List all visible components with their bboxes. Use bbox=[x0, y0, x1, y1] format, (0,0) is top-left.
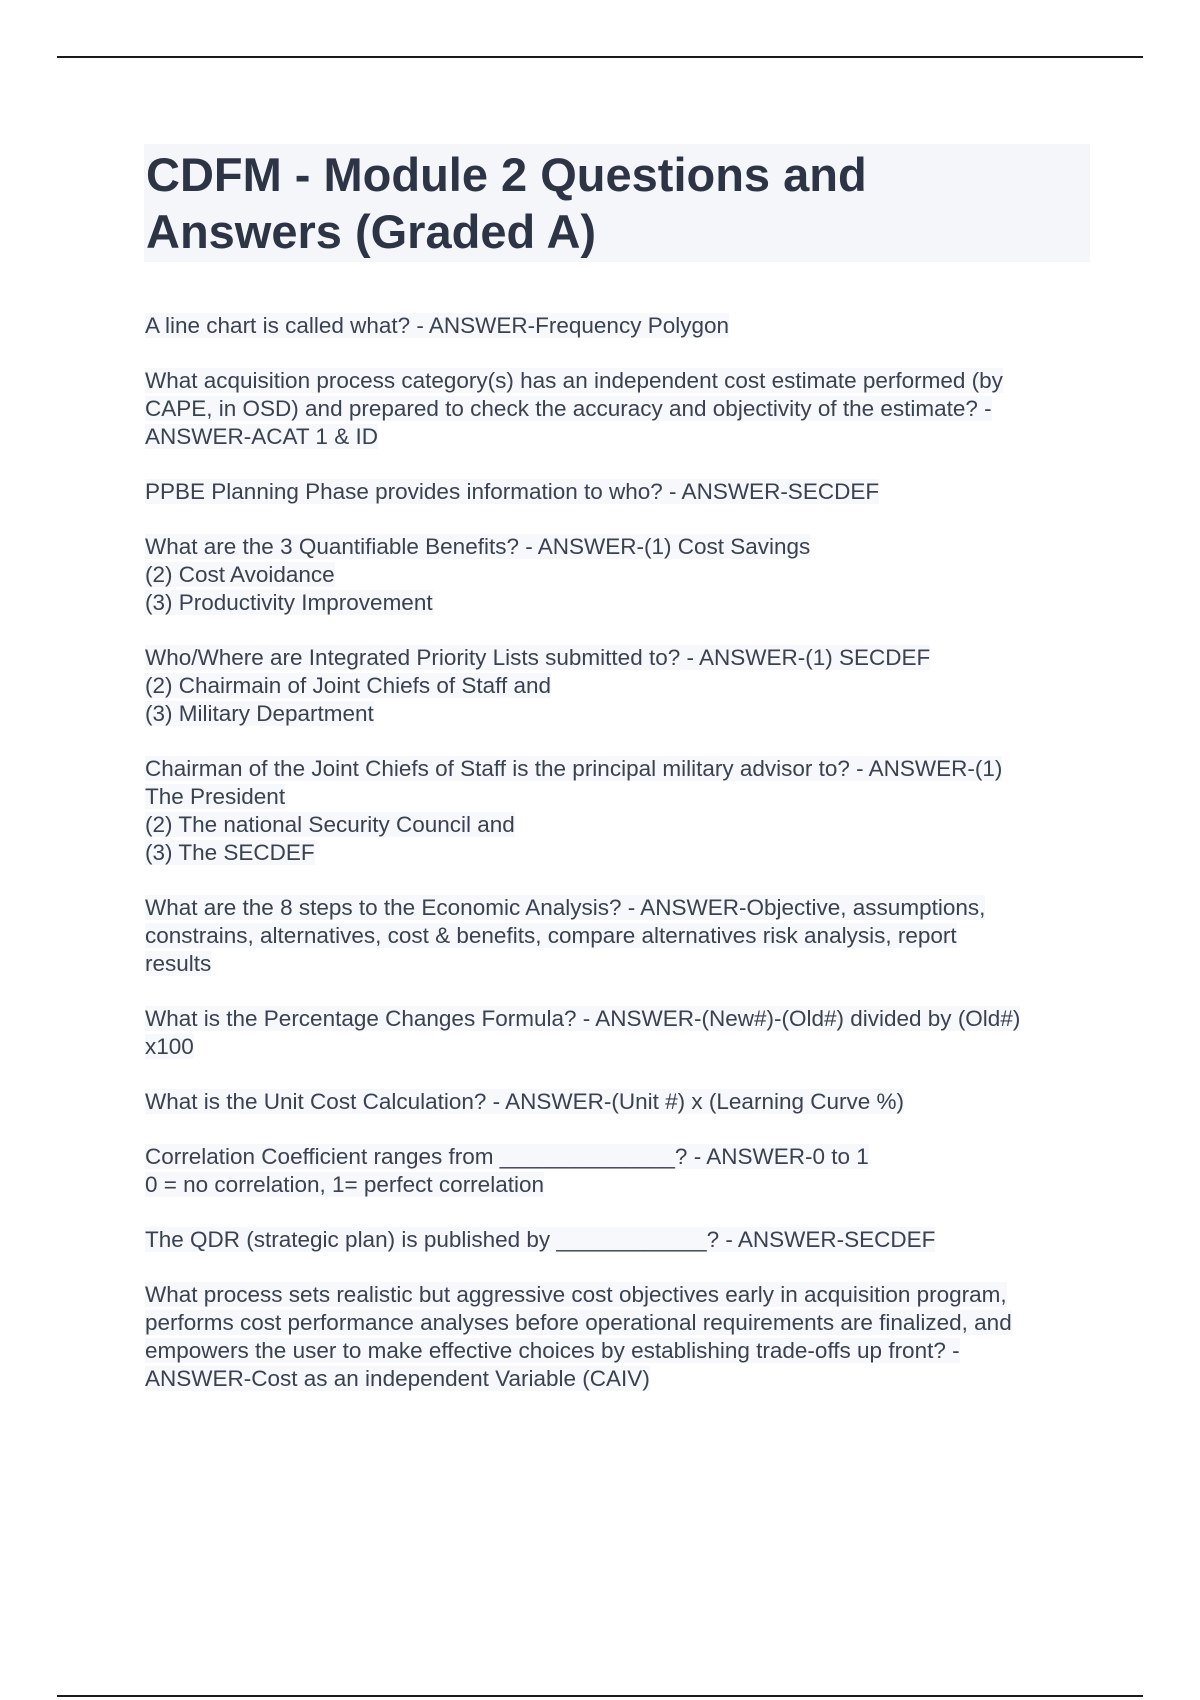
qa-text: x100 bbox=[145, 1034, 194, 1059]
qa-text: What are the 3 Quantifiable Benefits? - ANSWER-(1) Cost Savings bbox=[145, 534, 811, 559]
qa-line bbox=[145, 1337, 1095, 1365]
qa-text: (3) Military Department bbox=[145, 701, 374, 726]
qa-text: Correlation Coefficient ranges from ______________? - ANSWER-0 to 1 bbox=[145, 1144, 869, 1169]
qa-text: What is the Percentage Changes Formula? - ANSWER-(New#)-(Old#) divided by (Old#) bbox=[145, 1006, 1021, 1031]
qa-line bbox=[145, 1171, 1095, 1199]
qa-line bbox=[145, 783, 1095, 811]
qa-text: performs cost performance analyses before operational requirements are finalized, and bbox=[145, 1310, 1012, 1335]
qa-item bbox=[145, 533, 1095, 617]
qa-text: 0 = no correlation, 1= perfect correlation bbox=[145, 1172, 544, 1197]
qa-item bbox=[145, 1088, 1095, 1116]
qa-line bbox=[145, 811, 1095, 839]
qa-text: Chairman of the Joint Chiefs of Staff is the principal military advisor to? - ANSWER-(1) bbox=[145, 756, 1003, 781]
qa-line bbox=[145, 1281, 1095, 1309]
qa-item bbox=[145, 1226, 1095, 1254]
title-line: CDFM - Module 2 Questions and bbox=[146, 148, 867, 201]
qa-text: (3) Productivity Improvement bbox=[145, 590, 433, 615]
qa-line bbox=[145, 922, 1095, 950]
qa-item bbox=[145, 1143, 1095, 1199]
qa-line bbox=[145, 1033, 1095, 1061]
qa-item bbox=[145, 894, 1095, 978]
qa-item bbox=[145, 644, 1095, 728]
qa-line bbox=[145, 367, 1095, 395]
qa-line bbox=[145, 644, 1095, 672]
qa-list bbox=[145, 312, 1095, 1420]
qa-item bbox=[145, 367, 1095, 451]
qa-text: PPBE Planning Phase provides information to who? - ANSWER-SECDEF bbox=[145, 479, 880, 504]
qa-line bbox=[145, 1005, 1095, 1033]
qa-line bbox=[145, 839, 1095, 867]
qa-line bbox=[145, 1365, 1095, 1393]
qa-text: (2) Cost Avoidance bbox=[145, 562, 335, 587]
qa-text: empowers the user to make effective choices by establishing trade-offs up front? - bbox=[145, 1338, 960, 1363]
footer-rule bbox=[57, 1695, 1143, 1697]
qa-item bbox=[145, 312, 1095, 340]
qa-text: What are the 8 steps to the Economic Analysis? - ANSWER-Objective, assumptions, bbox=[145, 895, 986, 920]
qa-line bbox=[145, 755, 1095, 783]
qa-text: What acquisition process category(s) has an independent cost estimate performed (by bbox=[145, 368, 1003, 393]
qa-line bbox=[145, 312, 1095, 340]
title-block bbox=[144, 144, 1090, 262]
qa-text: ANSWER-Cost as an independent Variable (CAIV) bbox=[145, 1366, 650, 1391]
title-line: Answers (Graded A) bbox=[146, 205, 597, 258]
qa-line bbox=[145, 950, 1095, 978]
qa-item bbox=[145, 1005, 1095, 1061]
qa-text: (3) The SECDEF bbox=[145, 840, 315, 865]
qa-line bbox=[145, 533, 1095, 561]
qa-text: What process sets realistic but aggressive cost objectives early in acquisition program, bbox=[145, 1282, 1007, 1307]
qa-line bbox=[145, 478, 1095, 506]
qa-text: What is the Unit Cost Calculation? - ANSWER-(Unit #) x (Learning Curve %) bbox=[145, 1089, 905, 1114]
qa-line bbox=[145, 561, 1095, 589]
document-title bbox=[146, 146, 1090, 260]
qa-item bbox=[145, 755, 1095, 867]
qa-line bbox=[145, 423, 1095, 451]
qa-item bbox=[145, 1281, 1095, 1393]
qa-text: CAPE, in OSD) and prepared to check the accuracy and objectivity of the estimate? - bbox=[145, 396, 992, 421]
qa-line bbox=[145, 1226, 1095, 1254]
qa-text: A line chart is called what? - ANSWER-Frequency Polygon bbox=[145, 313, 730, 338]
qa-text: (2) The national Security Council and bbox=[145, 812, 515, 837]
header-rule bbox=[57, 56, 1143, 58]
qa-text: results bbox=[145, 951, 212, 976]
qa-text: The President bbox=[145, 784, 286, 809]
qa-text: constrains, alternatives, cost & benefits, compare alternatives risk analysis, report bbox=[145, 923, 957, 948]
qa-line bbox=[145, 700, 1095, 728]
qa-line bbox=[145, 589, 1095, 617]
qa-text: Who/Where are Integrated Priority Lists submitted to? - ANSWER-(1) SECDEF bbox=[145, 645, 931, 670]
qa-text: (2) Chairmain of Joint Chiefs of Staff and bbox=[145, 673, 552, 698]
qa-text: ANSWER-ACAT 1 & ID bbox=[145, 424, 378, 449]
qa-line bbox=[145, 1088, 1095, 1116]
qa-line bbox=[145, 894, 1095, 922]
qa-item bbox=[145, 478, 1095, 506]
qa-line bbox=[145, 672, 1095, 700]
qa-line bbox=[145, 1309, 1095, 1337]
qa-line bbox=[145, 1143, 1095, 1171]
qa-line bbox=[145, 395, 1095, 423]
qa-text: The QDR (strategic plan) is published by ____________? - ANSWER-SECDEF bbox=[145, 1227, 936, 1252]
